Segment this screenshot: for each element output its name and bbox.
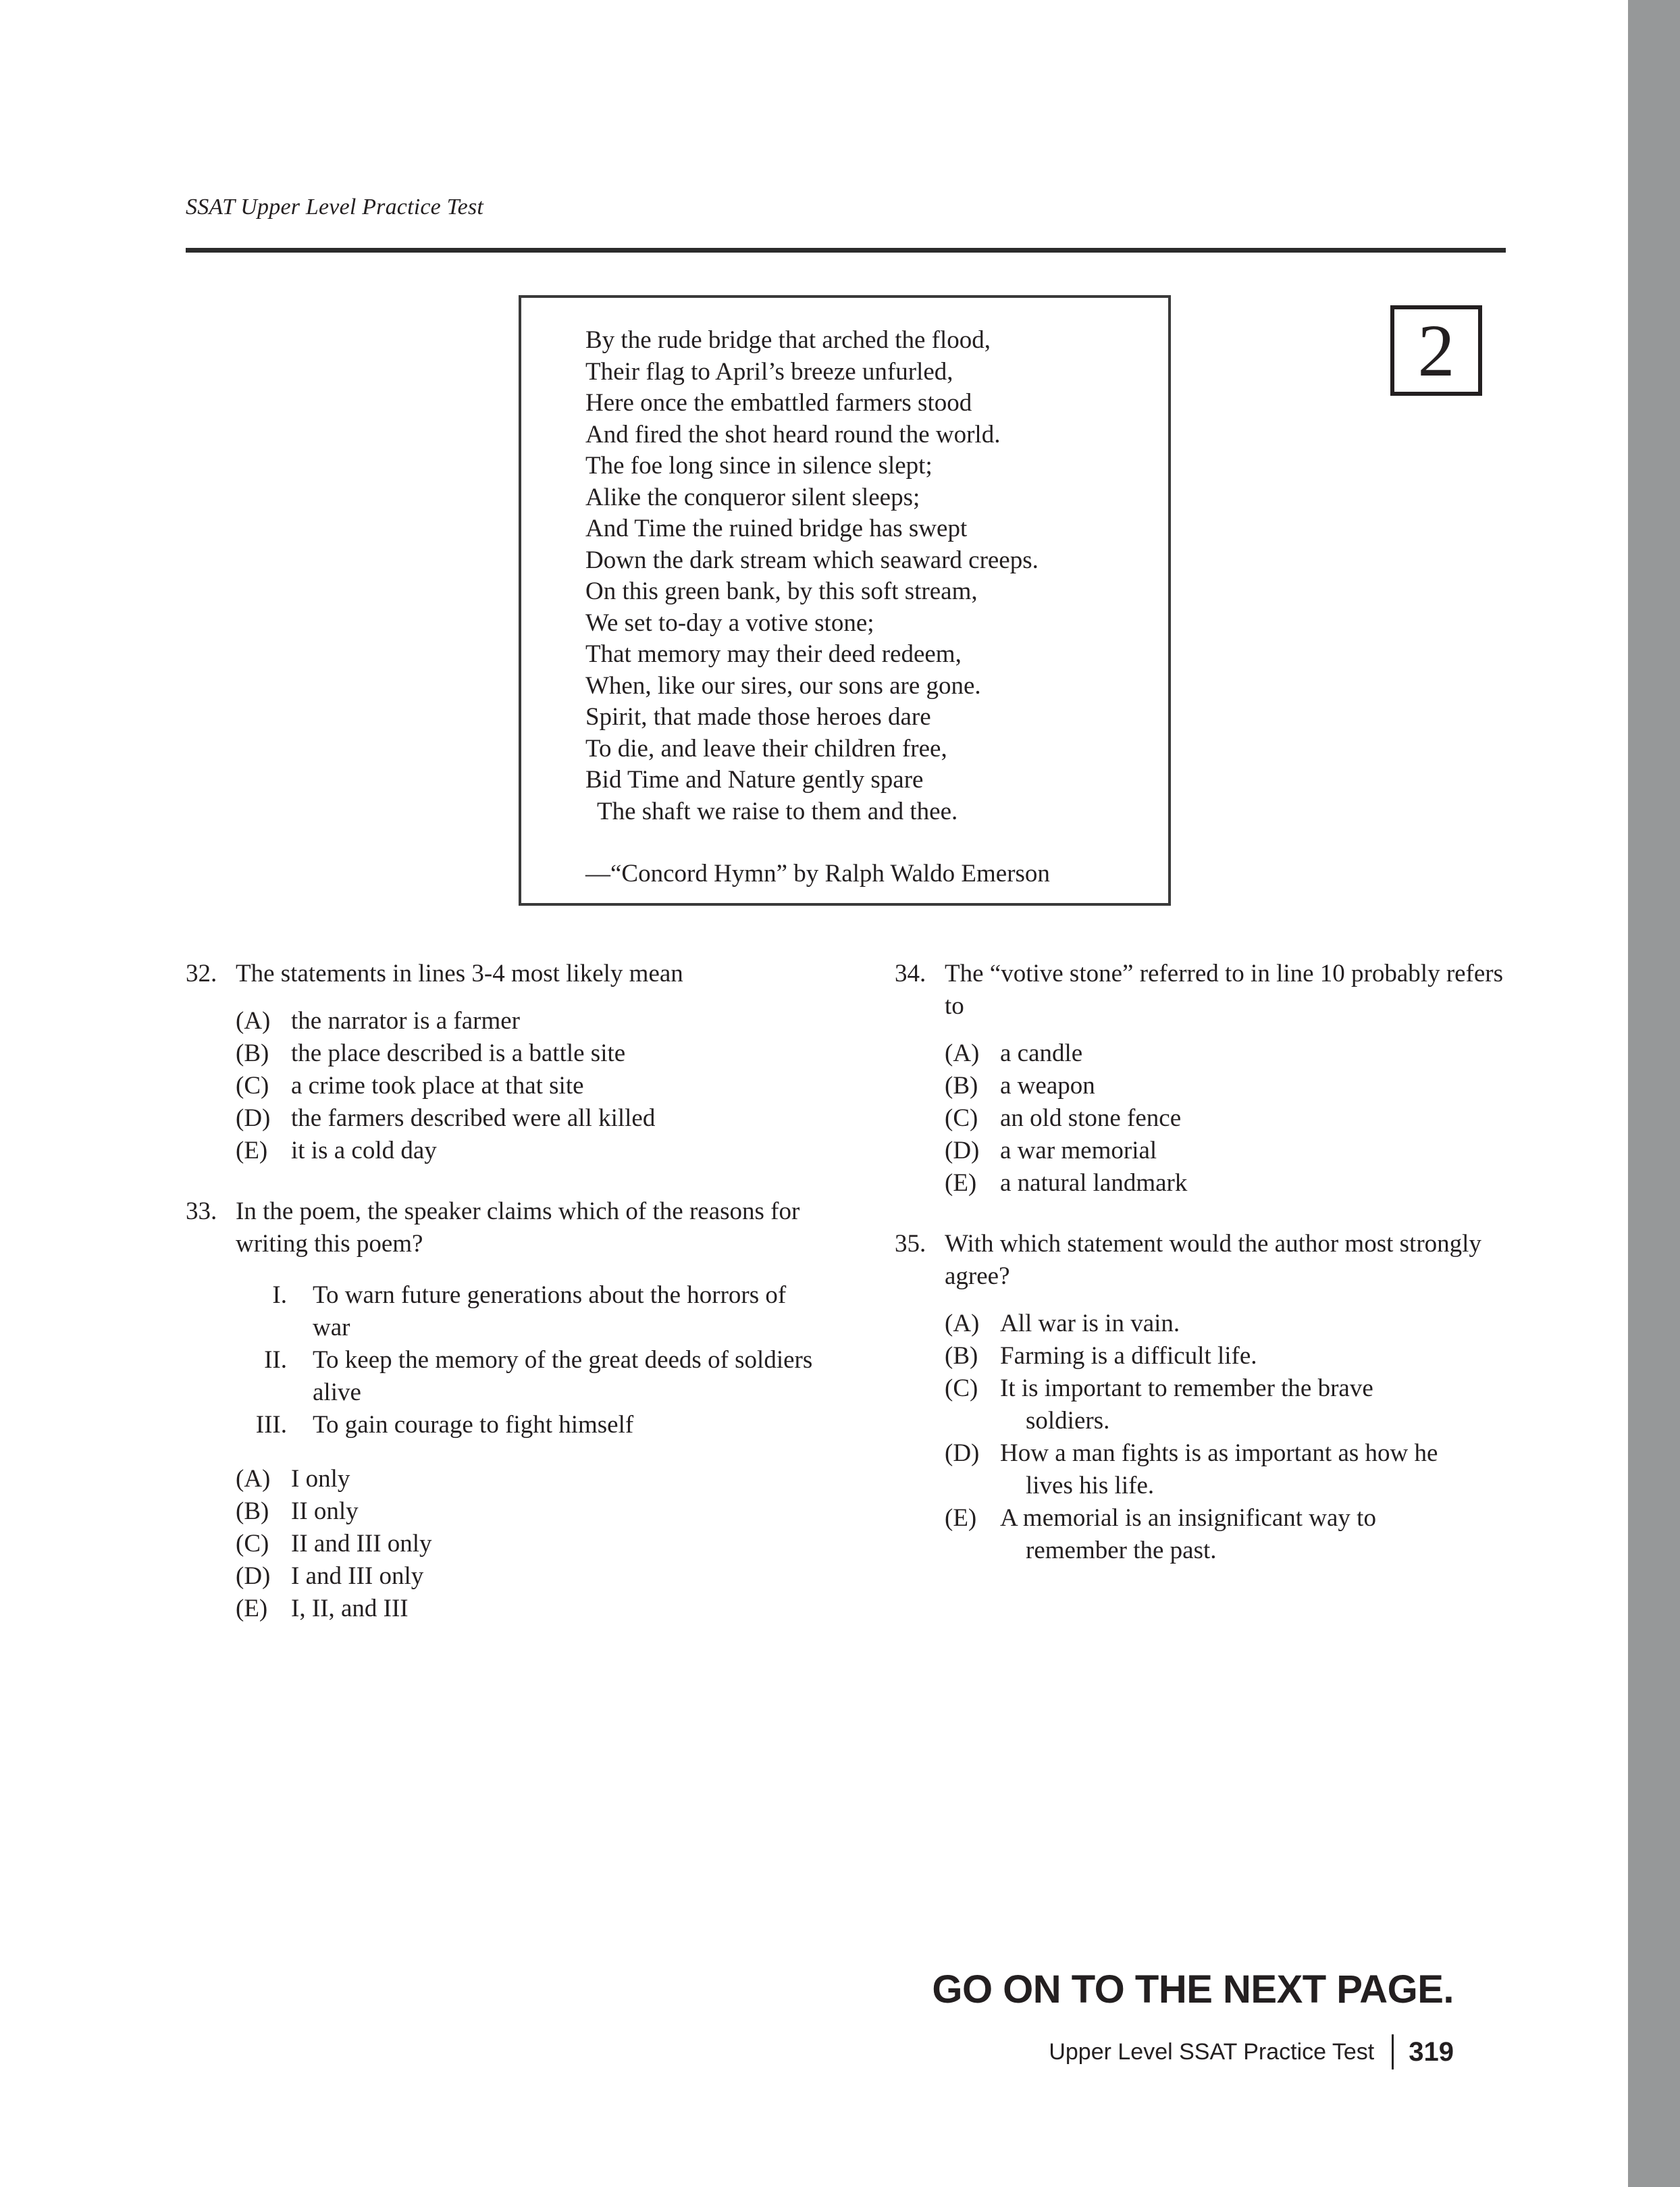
passage-line: To die, and leave their children free, [585,734,947,763]
footer-title: Upper Level SSAT Practice Test [1049,2038,1375,2065]
passage-line: Bid Time and Nature gently spare [585,766,924,794]
answer-choice[interactable] [945,1502,1523,1567]
answer-choice[interactable] [236,1102,814,1135]
answer-choice-text-continuation: lives his life. [1026,1472,1155,1499]
passage-line: By the rude bridge that arched the flood, [585,326,991,354]
question [186,1195,814,1625]
question [895,1228,1523,1567]
question-column-right [895,958,1523,1595]
answer-choice[interactable] [945,1308,1523,1340]
answer-choice[interactable] [945,1102,1523,1135]
answer-choice[interactable] [945,1340,1523,1372]
answer-choice-list [186,1005,814,1167]
answer-choice-letter: (B) [945,1342,978,1370]
answer-choice-letter: (D) [236,1562,271,1590]
roman-numeral-label: III. [255,1411,287,1439]
question-number: 34. [895,960,926,987]
question-stem: The statements in lines 3-4 most likely mean [236,960,683,987]
answer-choice-letter: (E) [236,1595,268,1622]
question-number: 32. [186,960,217,987]
passage-body [521,298,1168,890]
passage-line: And Time the ruined bridge has swept [585,515,968,542]
answer-choice-text: How a man fights is as important as how he lives his life. [1000,1437,1523,1502]
passage-line: We set to-day a votive stone; [585,609,874,637]
passage-line: On this green bank, by this soft stream, [585,577,978,605]
passage-lines [585,325,1168,827]
answer-choice-letter: (E) [945,1504,977,1532]
answer-choice-letter: (C) [945,1374,978,1402]
question-stem: In the poem, the speaker claims which of the reasons for writing this poem? [236,1198,800,1258]
answer-choice[interactable] [945,1135,1523,1167]
answer-choice-letter: (B) [236,1497,269,1525]
answer-choice-letter: (C) [236,1530,269,1558]
roman-numeral-item [236,1279,814,1344]
answer-choice-text: the farmers described were all killed [291,1104,656,1132]
passage-line: And fired the shot heard round the world. [585,420,1001,448]
answer-choice-text: It is important to remember the brave soldiers. [1000,1372,1523,1437]
answer-choice-text-continuation: soldiers. [1026,1407,1110,1435]
roman-numeral-text: To keep the memory of the great deeds of soldiers alive [313,1346,813,1406]
passage-line: Down the dark stream which seaward creeps. [585,546,1039,574]
answer-choice[interactable] [236,1070,814,1102]
question-number: 35. [895,1230,926,1258]
answer-choice-text: Farming is a difficult life. [1000,1342,1257,1370]
answer-choice-letter: (A) [236,1465,271,1493]
roman-numeral-text: To gain courage to fight himself [313,1411,634,1439]
answer-choice-text: the place described is a battle site [291,1039,626,1067]
page-number: 319 [1409,2036,1454,2067]
roman-numeral-list [186,1279,814,1441]
page-edge-bar [1628,0,1680,2187]
answer-choice-text: I, II, and III [291,1595,409,1622]
passage-line: Alike the conqueror silent sleeps; [585,483,920,511]
answer-choice-list [895,1037,1523,1200]
answer-choice[interactable] [236,1560,814,1593]
roman-numeral-label: II. [264,1346,287,1374]
passage-line: Here once the embattled farmers stood [585,389,972,417]
passage-line: Spirit, that made those heroes dare [585,703,931,731]
answer-choice-letter: (D) [945,1439,980,1467]
question-column-left [186,958,814,1653]
answer-choice[interactable] [945,1037,1523,1070]
answer-choice[interactable] [945,1437,1523,1502]
answer-choice[interactable] [945,1372,1523,1437]
answer-choice-text: All war is in vain. [1000,1310,1180,1337]
question-head [186,958,814,990]
question-head [186,1195,814,1260]
answer-choice-text: a weapon [1000,1072,1095,1100]
answer-choice-letter: (B) [236,1039,269,1067]
passage-attribution: —“Concord Hymn” by Ralph Waldo Emerson [585,860,1050,887]
passage-line: When, like our sires, our sons are gone. [585,671,981,700]
passage-line: The shaft we raise to them and thee. [597,797,958,825]
answer-choice-text: an old stone fence [1000,1104,1182,1132]
passage-line: That memory may their deed redeem, [585,640,962,668]
section-number-box [1390,305,1482,396]
question-stem: With which statement would the author most strongly agree? [945,1230,1481,1290]
answer-choice-letter: (E) [236,1137,268,1164]
go-on-notice: GO ON TO THE NEXT PAGE. [932,1967,1454,2011]
answer-choice-letter: (A) [945,1310,980,1337]
answer-choice[interactable] [236,1135,814,1167]
answer-choice-letter: (D) [236,1104,271,1132]
answer-choice-text: it is a cold day [291,1137,437,1164]
header-rule [186,248,1506,253]
answer-choice-letter: (B) [945,1072,978,1100]
passage-line: The foe long since in silence slept; [585,452,933,480]
roman-numeral-label: I. [272,1281,287,1309]
question [895,958,1523,1200]
answer-choice-letter: (C) [236,1072,269,1100]
answer-choice[interactable] [236,1037,814,1070]
roman-numeral-item [236,1409,814,1441]
answer-choice-text: II and III only [291,1530,432,1558]
answer-choice[interactable] [945,1070,1523,1102]
question-head [895,958,1523,1023]
answer-choice-text: A memorial is an insignificant way to remember the past. [1000,1502,1523,1567]
answer-choice[interactable] [236,1495,814,1528]
answer-choice-letter: (E) [945,1169,977,1197]
passage-box [519,295,1171,906]
answer-choice-text: I only [291,1465,350,1493]
question [186,958,814,1167]
footer-divider-icon [1392,2034,1394,2069]
answer-choice[interactable] [236,1528,814,1560]
answer-choice-letter: (C) [945,1104,978,1132]
question-stem: The “votive stone” referred to in line 10 probably refers to [945,960,1504,1020]
answer-choice[interactable] [236,1005,814,1037]
answer-choice-letter: (D) [945,1137,980,1164]
running-head: SSAT Upper Level Practice Test [186,195,484,220]
answer-choice-text: I and III only [291,1562,424,1590]
answer-choice-text: a war memorial [1000,1137,1157,1164]
section-number: 2 [1417,309,1455,392]
answer-choice[interactable] [236,1593,814,1625]
answer-choice-list [895,1308,1523,1567]
roman-numeral-item [236,1344,814,1409]
answer-choice-letter: (A) [236,1007,271,1035]
answer-choice-text: a crime took place at that site [291,1072,584,1100]
answer-choice-text: a candle [1000,1039,1083,1067]
answer-choice[interactable] [945,1167,1523,1200]
answer-choice-text: a natural landmark [1000,1169,1188,1197]
answer-choice-letter: (A) [945,1039,980,1067]
answer-choice-list [186,1463,814,1625]
answer-choice-text: II only [291,1497,359,1525]
answer-choice-text: the narrator is a farmer [291,1007,520,1035]
roman-numeral-text: To warn future generations about the horrors of war [313,1281,787,1341]
question-number: 33. [186,1198,217,1225]
answer-choice[interactable] [236,1463,814,1495]
question-head [895,1228,1523,1293]
passage-line: Their flag to April’s breeze unfurled, [585,357,953,386]
footer [1049,2034,1454,2069]
answer-choice-text-continuation: remember the past. [1026,1537,1217,1564]
